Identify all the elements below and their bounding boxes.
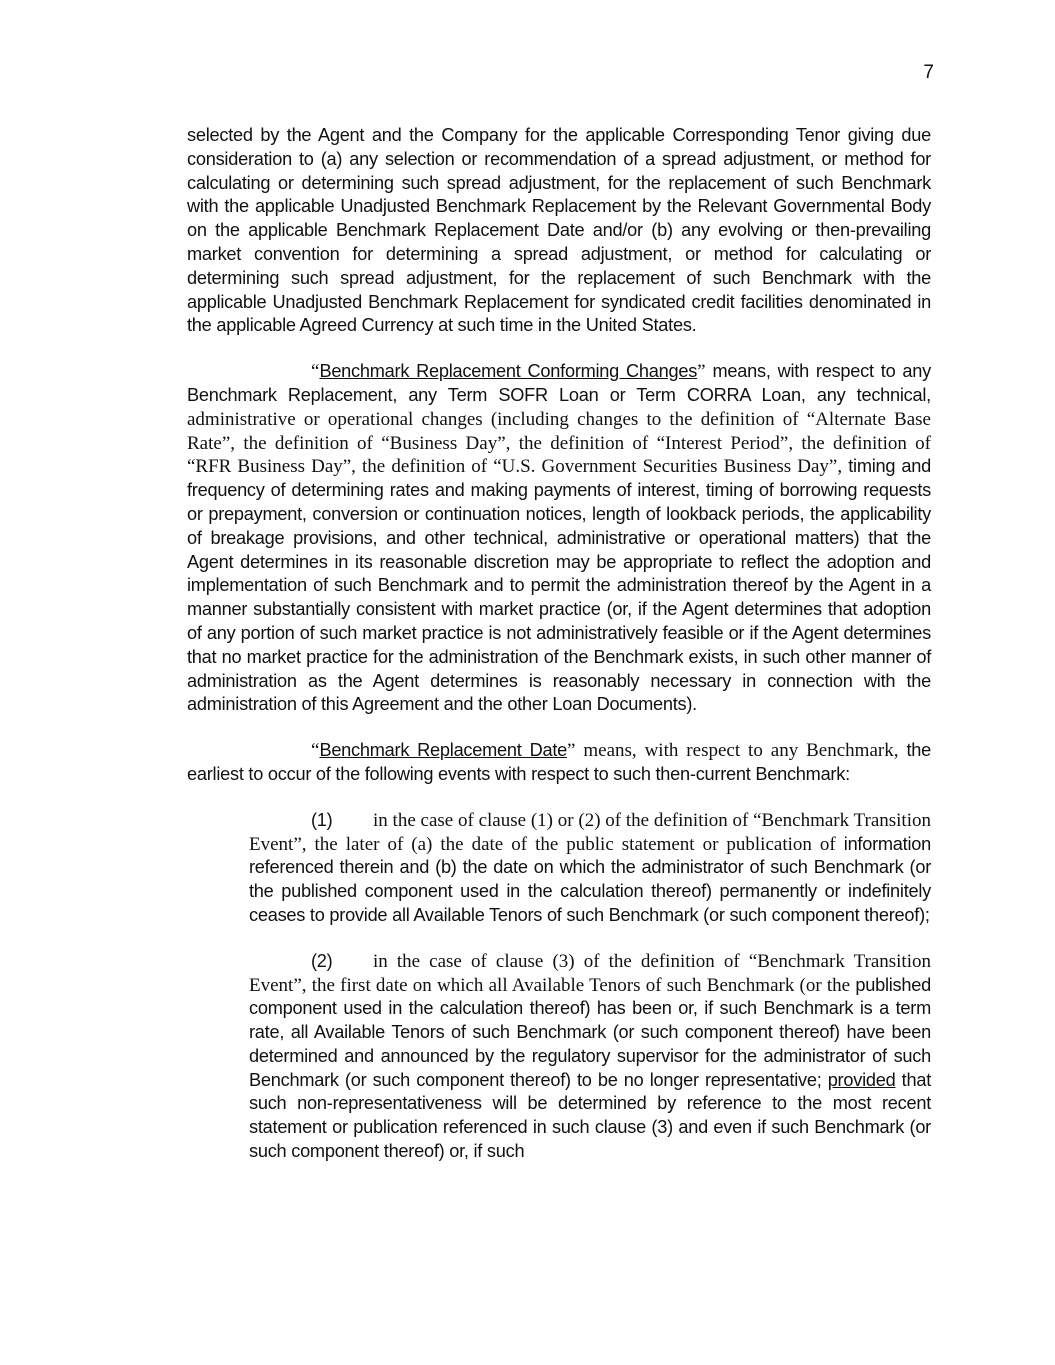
paragraph-conforming-changes [187,360,931,717]
replacement-date-text-a: means, with respect to any Benchmark, [575,740,899,762]
provided-term: provided [827,1069,896,1090]
clause-number: (1) [311,809,333,830]
conforming-changes-text-b: administrative or operational changes (including changes to the definition of “Alternate Base Rate”, the definition of “Business Day”, the definition of “Interest Period”, the definition of “RFR Business Day”, the definition of “U.S. Government Securities Business Day”, [187,408,931,478]
clause-2-text-a: in the case of clause (3) of the definition of “Benchmark Transition Event”, the first date on which all Available Tenors of such Benchmark (or the [249,950,931,996]
defined-term-replacement-date: Benchmark Replacement Date [319,740,567,761]
close-quote: ” [697,361,706,383]
close-quote: ” [566,740,576,762]
replacement-date-text-b: the earliest to occur of the following events with respect to such then-current Benchmark: [187,740,931,784]
paragraph-spread-adjustment: selected by the Agent and the Company for the applicable Corresponding Tenor giving due consideration to (a) any selection or recommendation of a spread adjustment, or method for calculating or determining such spread adjustment, for the replacement of such Benchmark with the applicable Unadjusted Benchmark Replacement by the Relevant Governmental Body on the applicable Benchmark Replacement Date and/or (b) any evolving or then-prevailing market convention for determining a spread adjustment, or method for calculating or determining such spread adjustment, for the replacement of such Benchmark with the applicable Unadjusted Benchmark Replacement for syndicated credit facilities denominated in the applicable Agreed Currency at such time in the United States. [187,125,931,336]
open-quote: “ [311,361,320,383]
clause-2-text-b: published component used in the calculation thereof) has been or, if such Benchmark is a term rate, all Available Tenors of such Benchmark (or such component thereof) have been determined and announced by the regulatory supervisor for the administrator of such Benchmark (or such component thereof) to be no longer representative; [249,974,931,1090]
defined-term-conforming-changes: Benchmark Replacement Conforming Changes [319,361,698,382]
clause-2-text-c: that such non-representativeness will be determined by reference to the most recent statement or publication referenced in such clause (3) and even if such Benchmark (or such component thereof) or, if such [249,1069,931,1162]
paragraph-replacement-date [187,739,931,787]
conforming-changes-text-a: means, with respect to any Benchmark Replacement, any Term SOFR Loan or Term CORRA Loan, any technical, [187,361,932,405]
conforming-changes-text-c: timing and frequency of determining rates and making payments of interest, timing of borrowing requests or prepayment, conversion or continuation notices, length of lookback periods, the applicability of breakage provisions, and other technical, administrative or operational matters) that the Agent determines in its reasonable discretion may be appropriate to reflect the adoption and implementation of such Benchmark and to permit the administration thereof by the Agent in a manner substantially consistent with market practice (or, if the Agent determines that adoption of any portion of such market practice is not administratively feasible or if the Agent determines that no market practice for the administration of the Benchmark exists, in such other manner of administration as the Agent determines is reasonably necessary in connection with the administration of this Agreement and the other Loan Documents). [187,456,932,715]
clause-list [249,809,931,1164]
document-body [187,124,931,1164]
clause-item-1 [249,809,931,928]
clause-number: (2) [311,950,333,971]
clause-1-text-a: in the case of clause (1) or (2) of the definition of “Benchmark Transition Event”, the later of (a) the date of the public statement or publication of [249,809,931,855]
page-number: 7 [923,62,934,83]
clause-item-2 [249,950,931,1164]
open-quote: “ [311,740,320,762]
clause-1-text-b: information referenced therein and (b) the date on which the administrator of such Benchmark (or the published component used in the calculation thereof) permanently or indefinitely ceases to provide all Available Tenors of such Benchmark (or such component thereof); [249,833,931,925]
